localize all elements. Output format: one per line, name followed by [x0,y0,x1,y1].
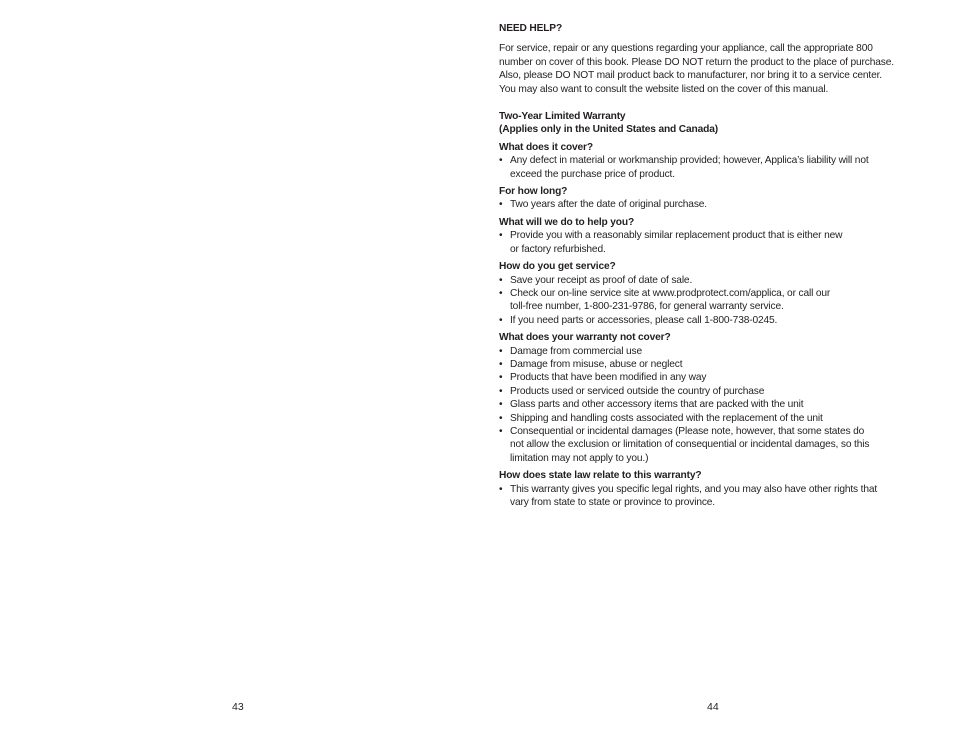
bullet-line: • Any defect in material or workmanship provided; however, Applica’s liability will not [510,155,869,167]
section-heading: For how long? [499,186,568,198]
need-help-line: Also, please DO NOT mail product back to manufacturer, nor bring it to a service center. [499,70,882,82]
warranty-sections [499,137,939,510]
section-heading: What will we do to help you? [499,216,635,228]
bullet-list [499,483,939,510]
bullet-line: or factory refurbished. [510,243,606,255]
bullet-item [499,425,939,465]
section-heading: How do you get service? [499,261,616,273]
bullet-line: • This warranty gives you specific legal rights, and you may also have other rights that [510,483,878,495]
bullet-line: • Consequential or incidental damages (Please note, however, that some states do [510,425,865,437]
bullet-list [499,154,939,181]
page-number-left: 43 [232,701,244,713]
right-page [477,0,954,738]
need-help-heading: NEED HELP? [499,23,563,34]
bullet-item [499,371,939,384]
warranty-title: Two-Year Limited Warranty [499,111,626,123]
bullet-item [499,229,939,256]
bullet-item [499,274,939,287]
bullet-line: • Glass parts and other accessory items that are packed with the unit [510,399,804,411]
bullet-line: • Products that have been modified in any way [510,372,707,384]
bullet-line: not allow the exclusion or limitation of consequential or incidental damages, so this [510,439,870,451]
bullet-line: • If you need parts or accessories, please call 1-800-738-0245. [510,314,778,326]
bullet-line: exceed the purchase price of product. [510,168,675,180]
bullet-line: • Damage from commercial use [510,345,642,357]
bullet-item [499,398,939,411]
section-heading: What does your warranty not cover? [499,332,671,344]
section-heading: What does it cover? [499,141,593,153]
bullet-list [499,198,939,211]
bullet-item [499,198,939,211]
section-heading: How does state law relate to this warranty? [499,470,702,482]
bullet-item [499,412,939,425]
bullet-line: toll-free number, 1-800-231-9786, for general warranty service. [510,301,784,313]
bullet-item [499,287,939,314]
bullet-line: • Products used or serviced outside the country of purchase [510,385,765,397]
bullet-line: • Two years after the date of original purchase. [510,199,707,211]
warranty-subtitle: (Applies only in the United States and Canada) [499,124,718,136]
bullet-item [499,345,939,358]
need-help-line: For service, repair or any questions regarding your appliance, call the appropriate 800 [499,43,873,55]
bullet-line: • Damage from misuse, abuse or neglect [510,358,683,370]
bullet-item [499,314,939,327]
bullet-item [499,483,939,510]
bullet-line: limitation may not apply to you.) [510,452,649,464]
bullet-item [499,154,939,181]
bullet-list [499,229,939,256]
bullet-item [499,385,939,398]
bullet-line: • Check our on-line service site at www.prodprotect.com/applica, or call our [510,287,831,299]
page-number-right: 44 [707,701,719,713]
need-help-paragraph [499,42,939,96]
need-help-line: number on cover of this book. Please DO NOT return the product to the place of purchase. [499,56,894,68]
bullet-line: vary from state to state or province to province. [510,497,715,508]
bullet-list [499,274,939,328]
bullet-line: • Save your receipt as proof of date of sale. [510,274,693,286]
need-help-line: You may also want to consult the website listed on the cover of this manual. [499,83,829,95]
bullet-item [499,358,939,371]
bullet-line: • Shipping and handling costs associated with the replacement of the unit [510,412,823,424]
bullet-list [499,345,939,466]
bullet-line: • Provide you with a reasonably similar replacement product that is either new [510,230,843,242]
warranty-content [499,22,939,509]
